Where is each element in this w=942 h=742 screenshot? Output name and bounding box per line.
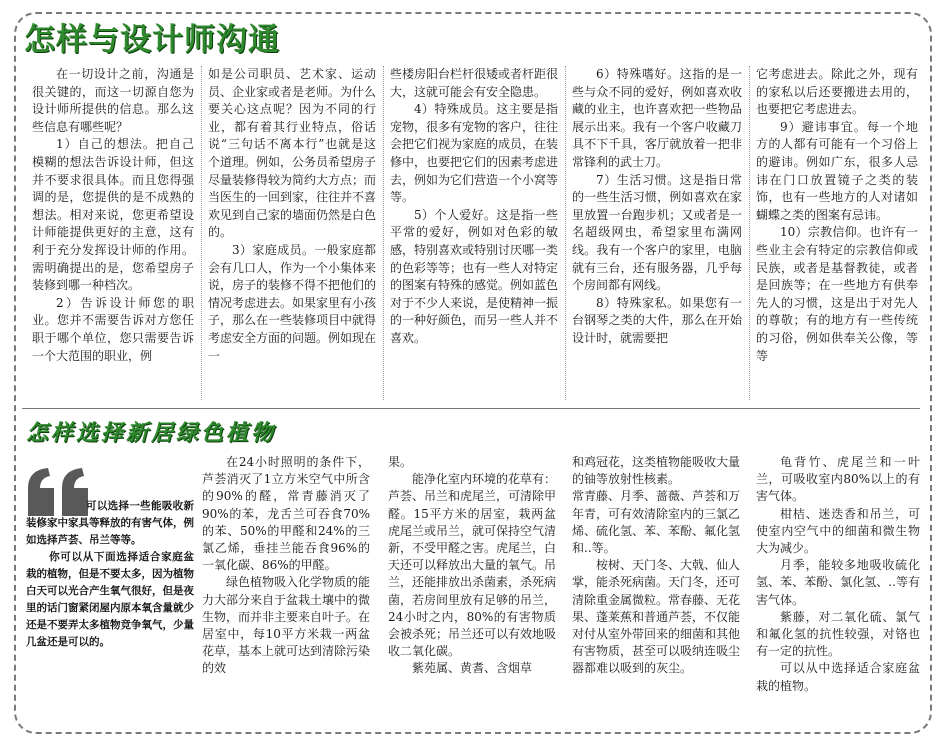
paragraph: 1）自己的想法。把自己模糊的想法告诉设计师，但这并不要求很具体。而且您得强调的是，您提供的是不成熟的想法。相对来说，您更希望设计师能提供更好的主意，这有利于充分发挥设计师的作用。需明确提出的是，您希望房子装修到哪一种档次。 <box>32 137 194 293</box>
headline-designer-communication: 怎样与设计师沟通 <box>24 22 280 58</box>
paragraph: 柑桔、迷迭香和吊兰，可使室内空气中的细菌和微生物大为减少。 <box>756 506 920 556</box>
paragraph: 和鸡冠花，这类植物能吸收大量的铀等放射性核素。 <box>572 455 741 487</box>
pull-quote-paragraph: 可以选择一些能吸收新装修家中家具等释放的有害气体，例如选择芦荟、吊兰等等。 <box>26 500 194 546</box>
paragraph: 在一切设计之前，沟通是很关键的，而这一切源自您为设计师所提供的信息。那么这些信息有哪些呢？ <box>32 67 194 134</box>
paragraph: 6）特殊嗜好。这指的是一些与众不同的爱好，例如喜欢收藏的业主，也许喜欢把一些物品展示出来。我有一个客户收藏刀具不下千具，客厅就放着一把非常锋利的武士刀。 <box>572 67 742 169</box>
article1-column-1 <box>26 66 200 402</box>
paragraph: 5）个人爱好。这是指一些平常的爱好，例如对色彩的敏感，特别喜欢或特别讨厌哪一类的色彩等等；也有一些人对特定的图案有特殊的感觉。例如蓝色对于不少人来说，是使精神一振的一种好颜色，而另一些人并不喜欢。 <box>390 207 559 345</box>
paragraph: 常青藤、月季、蔷薇、芦荟和万年青，可有效清除室内的三氯乙烯、硫化氢、苯、苯酚、氟化氢和..等。 <box>572 489 741 556</box>
paragraph: 它考虑进去。除此之外，现有的家私以后还要搬进去用的，也要把它考虑进去。 <box>756 67 918 117</box>
article1-column-2 <box>202 66 382 402</box>
pull-quote <box>26 466 196 728</box>
paragraph: 果。 <box>388 455 413 469</box>
paragraph: 在24小时照明的条件下，芦荟消灭了1立方米空气中所含的90%的醛，常青藤消灭了90%的苯，龙舌兰可吞食70%的苯、50%的甲醛和24%的三氯乙烯，垂挂兰能吞食96%的一氧化碳、86%的甲醛。 <box>202 455 370 573</box>
paragraph: 4）特殊成员。这主要是指宠物，很多有宠物的客户，往往会把它们视为家庭的成员，在装修中，也要把它们的因素考虑进去，例如为它们营造一个小窝等等。 <box>390 102 559 205</box>
paragraph: 绿色植物吸入化学物质的能力大部分来自于盆栽土壤中的微生物，而并非主要来自叶子。在居室中，每10平方米栽一两盆花草，基本上就可达到清除污染的效 <box>202 575 371 676</box>
paragraph: 能净化室内环境的花草有：芦荟、吊兰和虎尾兰，可清除甲醛。15平方米的居室，栽两盆虎尾兰或吊兰，就可保持空气清新，不受甲醛之害。虎尾兰，白天还可以释放出大量的氧气。吊兰，还能排放出杀菌素，杀死病菌，若房间里放有足够的吊兰，24小时之内，80%的有害物质会被杀死；吊兰还可以有效地吸收二氧化碳。 <box>388 472 557 659</box>
paragraph: 月季，能较多地吸收硫化氢、苯、苯酚、氯化氢、..等有害气体。 <box>756 558 920 607</box>
paragraph: 7）生活习惯。这是指日常的一些生活习惯，例如喜欢在家里放置一台跑步机；又或者是一名超级网虫，希望家里布满网线。我有一个客户的家里，电脑就有三台，还有服务器，几乎每个房间都有网线。 <box>572 172 742 293</box>
headline-green-plants: 怎样选择新居绿色植物 <box>26 421 277 446</box>
paragraph: 3）家庭成员。一般家庭都会有几口人，作为一个小集体来说，房子的装修不得不把他们的情况考虑进去。如果家里有小孩子，那么在一些装修项目中就得考虑安全方面的问题。例如现在一 <box>208 242 377 363</box>
paragraph: 可以从中选择适合家庭盆栽的植物。 <box>756 661 920 693</box>
paragraph: 紫藤，对二氧化硫、氯气和氟化氢的抗性较强，对铬也有一定的抗性。 <box>756 609 920 659</box>
paragraph: 些楼房阳台栏杆很矮或者杆距很大，这就可能会有安全隐患。 <box>390 67 559 99</box>
paragraph: 如是公司职员、艺术家、运动员、企业家或者是老师。为什么要关心这点呢？因为不同的行业，都有着其行业特点，俗话说“三句话不离本行”也就是这个道理。例如，公务员希望房子尽量装修得较为简约大方点；而当医生的一回到家，往往并不喜欢见到自己家的墙面仍然是白色的。 <box>208 67 377 240</box>
article1-column-3 <box>384 66 564 402</box>
paragraph: 8）特殊家私。如果您有一台钢琴之类的大件，那么在开始设计时，就需要把 <box>572 295 742 345</box>
paragraph: 桉树、天门冬、大戟、仙人掌，能杀死病菌。天门冬，还可清除重金属微粒。常春藤、无花果、蓬莱蕉和普通芦荟，不仅能对付从室外带回来的细菌和其他有害物质，甚至可以吸纳连吸尘器都难以吸到的灰尘。 <box>572 558 741 676</box>
paragraph: 2）告诉设计师您的职业。您并不需要告诉对方您任职于哪个单位，您只需要告诉一个大范围的职业，例 <box>32 295 194 363</box>
paragraph: 9）避讳事宜。每一个地方的人都有可能有一个习俗上的避讳。例如广东，很多人忌讳在门口放置镜子之类的装饰，也有一些地方的人对诸如蝴蝶之类的图案有忌讳。 <box>756 119 918 222</box>
article2-column-2 <box>382 454 562 726</box>
pull-quote-paragraph: 你可以从下面选择适合家庭盆栽的植物，但是不要太多，因为植物白天可以光合产生氧气很好，但是夜里的话门窗紧闭屋内原本氧含量就少还是不要弄太多植物竞争氧气，少量几盆还是可以的。 <box>26 551 194 648</box>
article1-column-4 <box>566 66 748 402</box>
article1-column-5 <box>750 66 924 402</box>
paragraph: 紫苑属、黄耆、含烟草 <box>412 661 533 676</box>
article2-column-4 <box>750 454 926 726</box>
pull-quote-text <box>26 498 194 651</box>
article2-column-1 <box>196 454 376 726</box>
section-divider <box>22 408 920 409</box>
article2-column-3 <box>566 454 746 726</box>
paragraph: 龟背竹、虎尾兰和一叶兰，可吸收室内80%以上的有害气体。 <box>756 455 920 504</box>
paragraph: 10）宗教信仰。也许有一些业主会有特定的宗教信仰或民族，或者是基督教徒，或者是回族等；在一些地方有供奉先人的习惯，这是出于对先人的尊敬；有的地方有一些传统的习俗，例如供奉关公像，等等 <box>756 225 918 363</box>
